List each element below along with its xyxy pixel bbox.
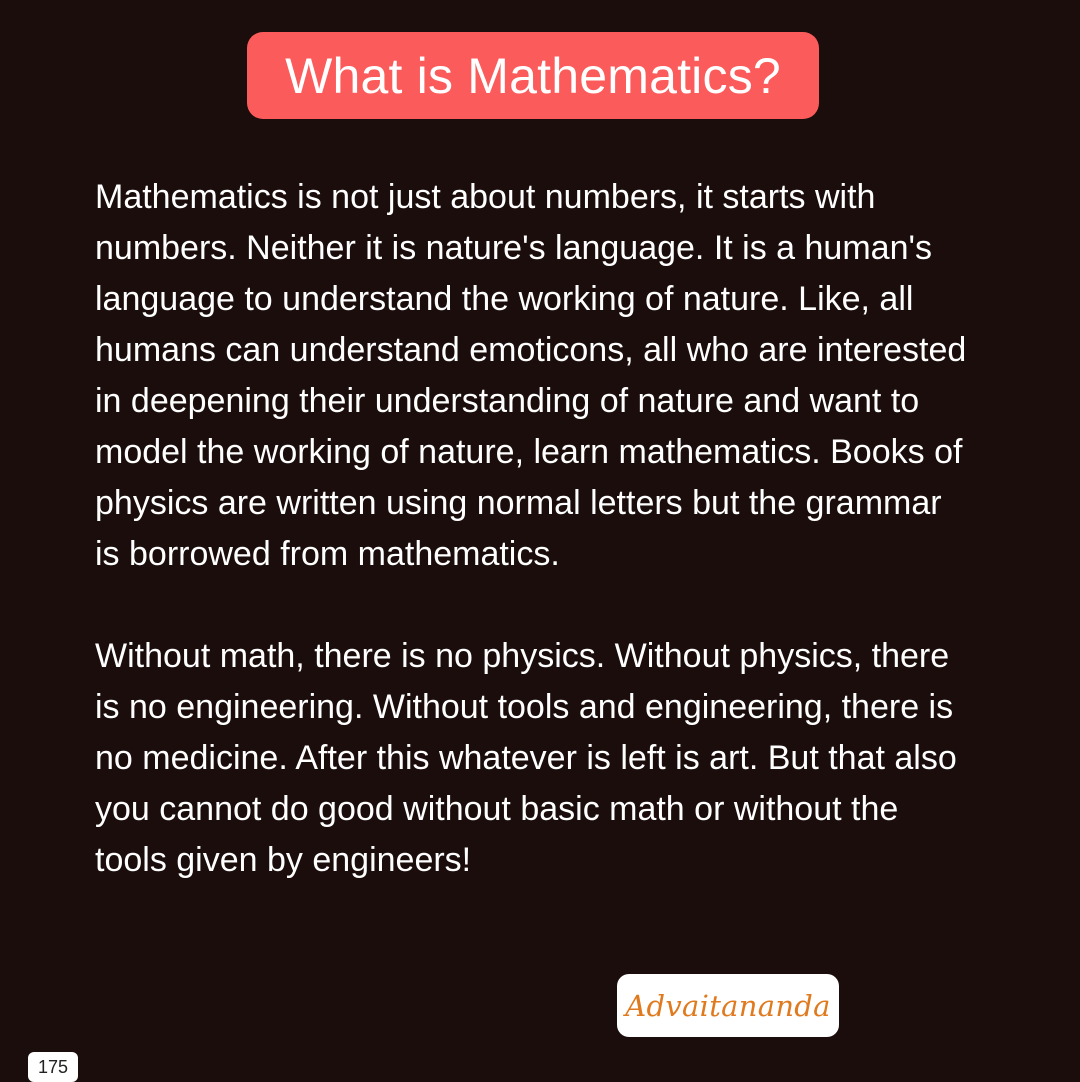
signature-badge [617, 974, 839, 1037]
author-signature: Advaitananda [625, 988, 831, 1023]
paragraph-2: Without math, there is no physics. Without physics, there is no engineering. Without tools and engineering, there is no medicine. After this whatever is left is art. But that also you cannot do good without basic math or without the tools given by engineers! [95, 637, 957, 879]
paragraph-1: Mathematics is not just about numbers, it starts with numbers. Neither it is nature's language. It is a human's language to understand the working of nature. Like, all humans can understand emoticons, all who are interested in deepening their understanding of nature and want to model the working of nature, learn mathematics. Books of physics are written using normal letters but the grammar is borrowed from mathematics. [95, 178, 967, 573]
page-number-badge: 175 [28, 1052, 78, 1082]
page-title: What is Mathematics? [285, 47, 781, 104]
title-banner [247, 32, 819, 119]
body-text [95, 172, 975, 886]
